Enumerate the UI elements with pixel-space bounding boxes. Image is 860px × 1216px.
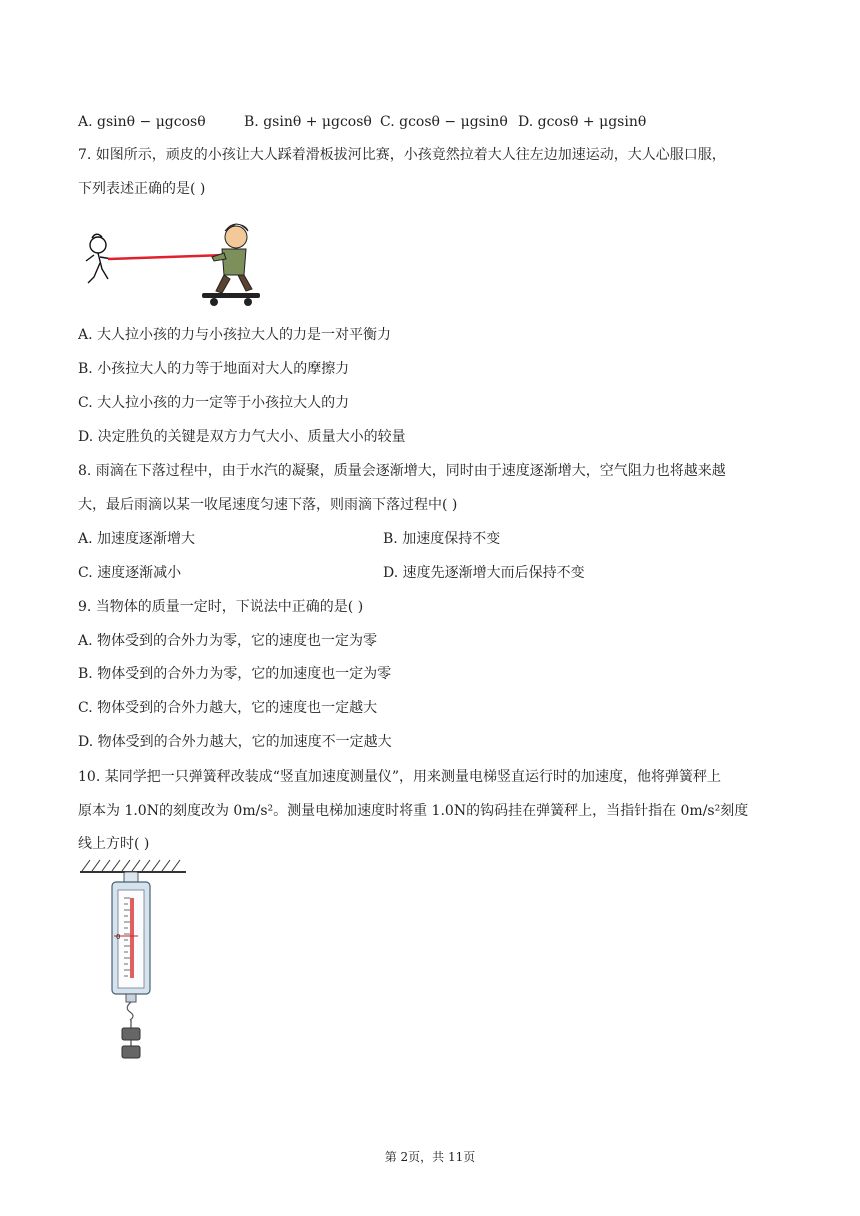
scale-zero-label: 0 [116, 933, 121, 941]
q9-option-c: C. 物体受到的合外力越大，它的速度也一定越大 [78, 700, 378, 716]
q7-option-d: D. 决定胜负的关键是双方力气大小、质量大小的较量 [78, 429, 406, 445]
spring-scale-figure [78, 858, 190, 1062]
q7-stem-line2: 下列表述正确的是( ) [78, 181, 206, 197]
skateboard [202, 293, 260, 306]
hook-weight-top [122, 1028, 140, 1040]
hook-weight-bottom [122, 1046, 140, 1058]
q9-option-a: A. 物体受到的合外力为零，它的速度也一定为零 [78, 633, 378, 649]
q9-stem: 9. 当物体的质量一定时，下说法中正确的是( ) [78, 599, 364, 615]
q10-stem-line3: 线上方时( ) [78, 836, 150, 852]
q7-option-b: B. 小孩拉大人的力等于地面对大人的摩擦力 [78, 361, 350, 377]
ceiling-mount [80, 860, 186, 872]
q9-option-d: D. 物体受到的合外力越大，它的加速度不一定越大 [78, 734, 392, 750]
q8-option-b: B. 加速度保持不变 [383, 531, 501, 547]
q6-option-b: B. gsinθ + μgcosθ [244, 114, 372, 130]
tug-of-war-figure [78, 213, 268, 308]
q8-option-d: D. 速度先逐渐增大而后保持不变 [383, 565, 585, 581]
q10-stem-line1: 10. 某同学把一只弹簧秤改装成“竖直加速度测量仪”，用来测量电梯竖直运行时的加速度，他将弹簧秤上 [78, 769, 722, 785]
adult-figure [212, 224, 252, 293]
q8-stem-line2: 大，最后雨滴以某一收尾速度匀速下落，则雨滴下落过程中( ) [78, 497, 458, 513]
rope [108, 255, 226, 259]
page-footer: 第 2页，共 11页 [384, 1150, 476, 1164]
q8-stem-line1: 8. 雨滴在下落过程中，由于水汽的凝聚，质量会逐渐增大，同时由于速度逐渐增大，空气阻力也将越来越 [78, 463, 726, 479]
q6-options-row [78, 112, 778, 132]
scale-indicator [130, 898, 134, 978]
q7-option-c: C. 大人拉小孩的力一定等于小孩拉大人的力 [78, 395, 350, 411]
q7-stem-line1: 7. 如图所示，顽皮的小孩让大人踩着滑板拔河比赛，小孩竟然拉着大人往左边加速运动，大人心服口服， [78, 147, 726, 163]
q10-stem-line2: 原本为 1.0N的刻度改为 0m/s²。测量电梯加速度时将重 1.0N的钩码挂在弹簧秤上，当指针指在 0m/s²刻度 [78, 803, 749, 819]
q9-option-b: B. 物体受到的合外力为零，它的加速度也一定为零 [78, 666, 392, 682]
q6-option-a: A. gsinθ − μgcosθ [78, 114, 206, 130]
q8-option-a: A. 加速度逐渐增大 [78, 531, 196, 547]
q7-option-a: A. 大人拉小孩的力与小孩拉大人的力是一对平衡力 [78, 327, 392, 343]
q6-option-c: C. gcosθ − μgsinθ [380, 114, 508, 130]
q6-option-d: D. gcosθ + μgsinθ [518, 114, 647, 130]
q8-option-c: C. 速度逐渐减小 [78, 565, 182, 581]
